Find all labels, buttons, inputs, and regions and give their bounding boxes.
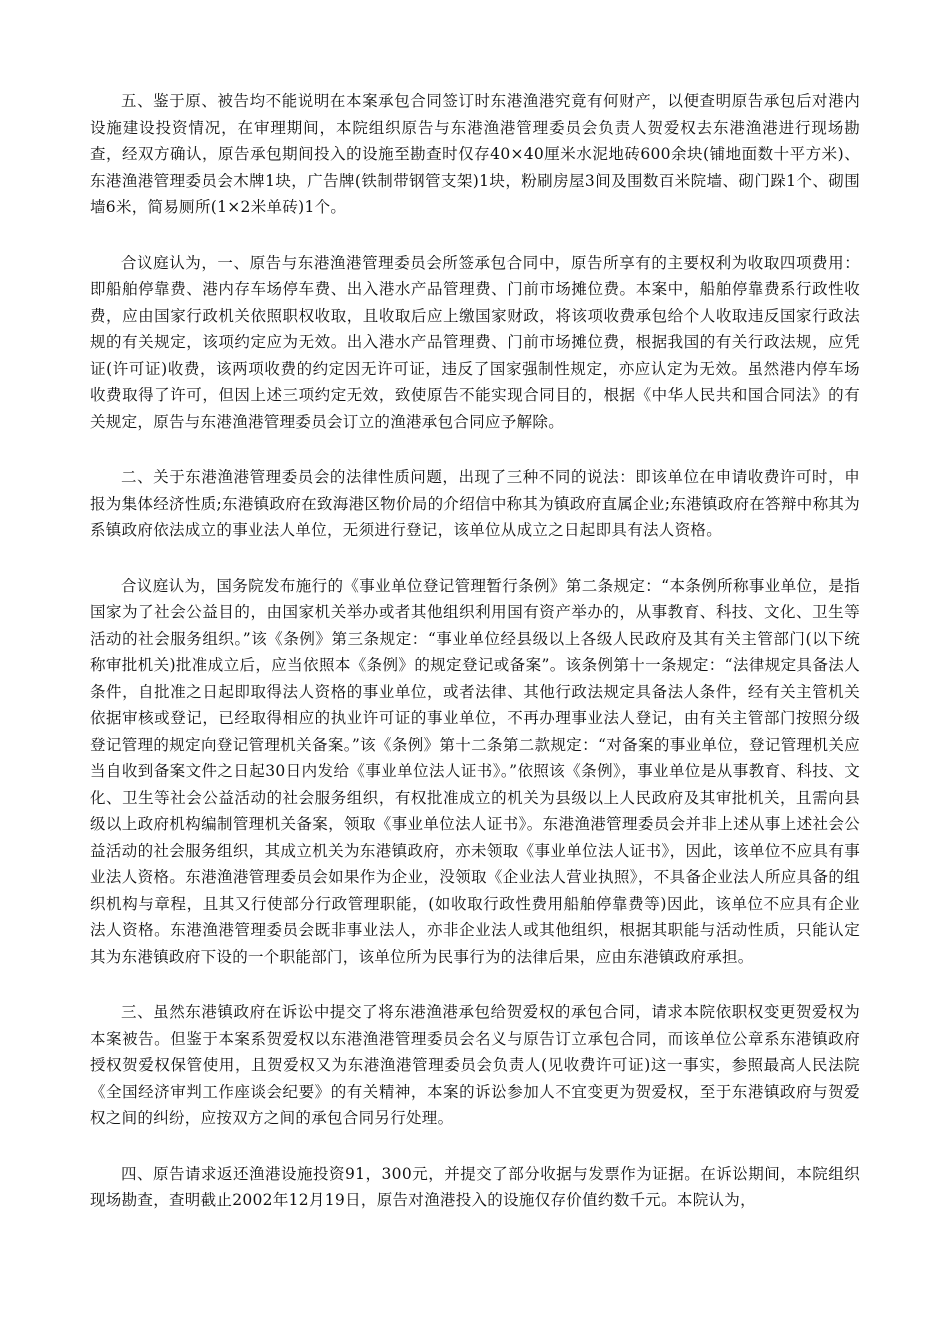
- paragraph-inspection-findings: 五、鉴于原、被告均不能说明在本案承包合同签订时东港渔港究竟有何财产，以便查明原告承包后对港内设施建设投资情况，在审理期间，本院组织原告与东港渔港管理委员会负责人贺爱权去东港渔港进行现场勘查，经双方确认，原告承包期间投入的设施至勘查时仅存40×40厘米水泥地砖600余块(铺地面数十平方米)、东港渔港管理委员会木牌1块，广告牌(铁制带钢管支架)1块，粉刷房屋3间及围数百米院墙、砌门跺1个、砌围墙6米，简易厕所(1×2米单砖)1个。: [90, 92, 860, 216]
- paragraph-party-substitution: 三、虽然东港镇政府在诉讼中提交了将东港渔港承包给贺爱权的承包合同，请求本院依职权变更贺爱权为本案被告。但鉴于本案系贺爱权以东港渔港管理委员会名义与原告订立承包合同，而该单位公章系东港镇政府授权贺爱权保管使用，且贺爱权又为东港渔港管理委员会负责人(见收费许可证)这一事实，参照最高人民法院《全国经济审判工作座谈会纪要》的有关精神，本案的诉讼参加人不宜变更为贺爱权，至于东港镇政府与贺爱权之间的纠纷，应按双方之间的承包合同另行处理。: [90, 1003, 860, 1127]
- document-page: [90, 88, 860, 1243]
- paragraph-investment-return: 四、原告请求返还渔港设施投资91，300元，并提交了部分收据与发票作为证据。在诉讼期间，本院组织现场勘查，查明截止2002年12月19日，原告对渔港投入的设施仅存价值约数千元。本院认为，: [90, 1164, 860, 1209]
- paragraph-legal-nature-question: 二、关于东港渔港管理委员会的法律性质问题，出现了三种不同的说法：即该单位在申请收费许可时，申报为集体经济性质;东港镇政府在致海港区物价局的介绍信中称其为镇政府直属企业;东港镇政府在答辩中称其为系镇政府依法成立的事业法人单位，无须进行登记，该单位从成立之日起即具有法人资格。: [90, 468, 860, 539]
- paragraph-regulation-analysis: 合议庭认为，国务院发布施行的《事业单位登记管理暂行条例》第二条规定：“本条例所称事业单位，是指国家为了社会公益目的，由国家机关举办或者其他组织利用国有资产举办的，从事教育、科技、文化、卫生等活动的社会服务组织。”该《条例》第三条规定：“事业单位经县级以上各级人民政府及其有关主管部门(以下统称审批机关)批准成立后，应当依照本《条例》的规定登记或备案”。该条例第十一条规定：“法律规定具备法人条件，自批准之日起即取得法人资格的事业单位，或者法律、其他行政法规定具备法人条件，经有关主管机关依据审核或登记，已经取得相应的执业许可证的事业单位，不再办理事业法人登记，由有关主管部门按照分级登记管理的规定向登记管理机关备案。”该《条例》第十二条第二款规定：“对备案的事业单位，登记管理机关应当自收到备案文件之日起30日内发给《事业单位法人证书》。”依照该《条例》，事业单位是从事教育、科技、文化、卫生等社会公益活动的社会服务组织，有权批准成立的机关为县级以上人民政府及其审批机关，且需向县级以上政府机构编制管理机关备案，领取《事业单位法人证书》。东港渔港管理委员会并非上述从事上述社会公益活动的社会服务组织，其成立机关为东港镇政府，亦未领取《事业单位法人证书》，因此，该单位不应具有事业法人资格。东港渔港管理委员会如果作为企业，没领取《企业法人营业执照》，不具备企业法人所应具备的组织机构与章程，且其又行使部分行政管理职能，(如收取行政性费用船舶停靠费等)因此，该单位不应具有企业法人资格。东港渔港管理委员会既非事业法人，亦非企业法人或其他组织，根据其职能与活动性质，只能认定其为东港镇政府下设的一个职能部门，该单位所为民事行为的法律后果，应由东港镇政府承担。: [90, 576, 860, 966]
- paragraph-contract-validity: 合议庭认为，一、原告与东港渔港管理委员会所签承包合同中，原告所享有的主要权利为收取四项费用：即船舶停靠费、港内存车场停车费、出入港水产品管理费、门前市场摊位费。本案中，船舶停靠费系行政性收费，应由国家行政机关依照职权收取，且收取后应上缴国家财政，将该项收费承包给个人收取违反国家行政法规的有关规定，该项约定应为无效。出入港水产品管理费、门前市场摊位费，根据我国的有关行政法规，应凭证(许可证)收费，该两项收费的约定因无许可证，违反了国家强制性规定，亦应认定为无效。虽然港内停车场收费取得了许可，但因上述三项约定无效，致使原告不能实现合同目的，根据《中华人民共和国合同法》的有关规定，原告与东港渔港管理委员会订立的渔港承包合同应予解除。: [90, 253, 860, 431]
